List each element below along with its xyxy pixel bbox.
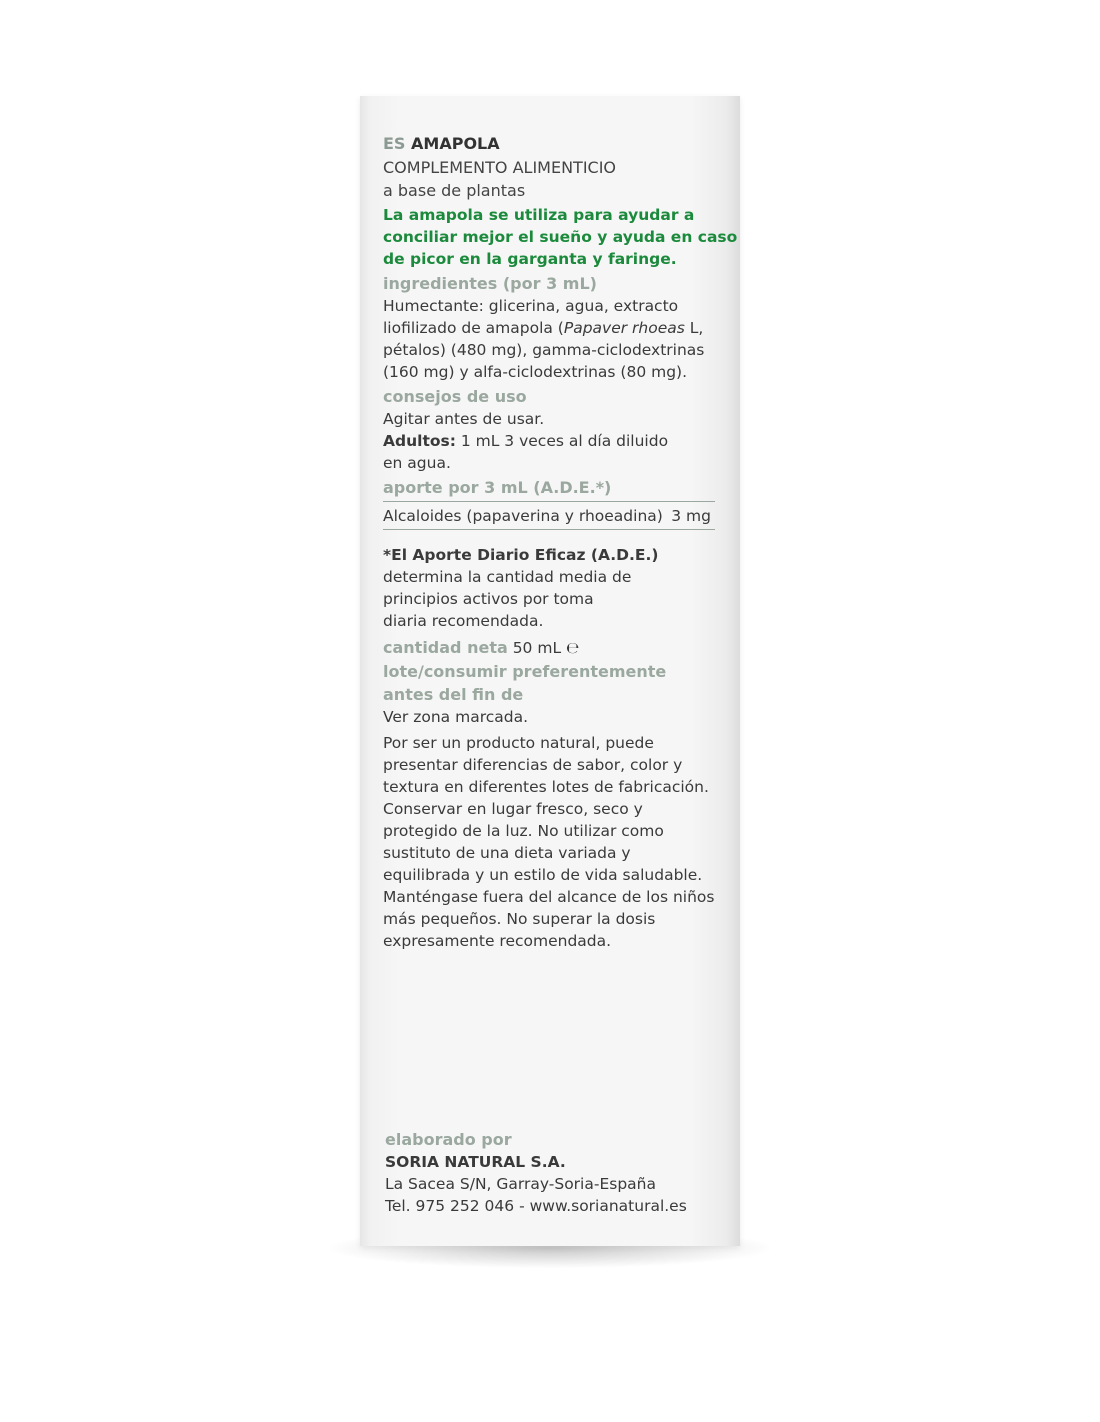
usage-text [383, 408, 723, 474]
batch-text: Ver zona marcada. [383, 708, 529, 726]
usage-heading: consejos de uso [383, 387, 527, 406]
ingredients-heading: ingredientes (por 3 mL) [383, 274, 597, 293]
label-content [383, 132, 738, 952]
warning-line: sustituto de una dieta variada y [383, 844, 631, 862]
contribution-heading: aporte por 3 mL (A.D.E.*) [383, 478, 612, 497]
table-row [383, 502, 711, 529]
category-line-2: a base de plantas [383, 181, 526, 200]
adults-label: Adultos: [383, 432, 456, 450]
claim-text [383, 204, 738, 270]
warning-line: expresamente recomendada. [383, 932, 612, 950]
ingredients-line: pétalos) (480 mg), gamma-ciclodextrinas [383, 341, 705, 359]
product-title [383, 132, 723, 156]
table-cell-amount: 3 mg [671, 507, 711, 525]
maker-address: La Sacea S/N, Garray-Soria-España [385, 1175, 656, 1193]
ade-note-title: *El Aporte Diario Eficaz (A.D.E.) [383, 546, 659, 564]
table-bottom-rule [383, 529, 715, 530]
batch-heading-line-2: antes del fin de [383, 685, 524, 704]
warning-line: textura en diferentes lotes de fabricación. [383, 778, 709, 796]
claim-line: La amapola se utiliza para ayudar a [383, 206, 695, 224]
ade-note-line: diaria recomendada. [383, 612, 544, 630]
table-cell-name: Alcaloides (papaverina y rhoeadina) [383, 507, 663, 525]
net-quantity [383, 636, 723, 660]
latin-name: Papaver rhoeas [563, 319, 685, 337]
net-quantity-value: 50 mL ℮ [507, 639, 580, 657]
manufacturer-block [385, 1128, 687, 1217]
warning-line: presentar diferencias de sabor, color y [383, 756, 683, 774]
warnings-text [383, 732, 723, 952]
batch-heading-line-1: lote/consumir preferentemente [383, 662, 667, 681]
ingredients-line: Humectante: glicerina, agua, extracto [383, 297, 679, 315]
language-code: ES [383, 134, 406, 153]
warning-line: más pequeños. No superar la dosis [383, 910, 656, 928]
ade-note-line: principios activos por toma [383, 590, 594, 608]
category-line-1: COMPLEMENTO ALIMENTICIO [383, 158, 617, 177]
product-box-side-panel [360, 96, 740, 1246]
claim-line: de picor en la garganta y faringe. [383, 250, 677, 268]
usage-adults: Adultos: 1 mL 3 veces al día diluido [383, 432, 669, 450]
ingredients-line: (160 mg) y alfa-ciclodextrinas (80 mg). [383, 363, 688, 381]
maker-contact: Tel. 975 252 046 - www.sorianatural.es [385, 1197, 687, 1215]
warning-line: Conservar en lugar fresco, seco y [383, 800, 643, 818]
ade-note [383, 544, 723, 632]
warning-line: Manténgase fuera del alcance de los niños [383, 888, 715, 906]
warning-line: Por ser un producto natural, puede [383, 734, 654, 752]
product-name: AMAPOLA [411, 134, 500, 153]
net-quantity-label: cantidad neta [383, 638, 508, 657]
claim-line: conciliar mejor el sueño y ayuda en caso [383, 228, 738, 246]
usage-line: Agitar antes de usar. [383, 410, 545, 428]
maker-heading: elaborado por [385, 1130, 512, 1149]
ade-note-line: determina la cantidad media de [383, 568, 632, 586]
ingredients-line: liofilizado de amapola (Papaver rhoeas L, [383, 319, 704, 337]
ingredients-text [383, 295, 723, 383]
warning-line: equilibrada y un estilo de vida saludable. [383, 866, 703, 884]
maker-company: SORIA NATURAL S.A. [385, 1153, 566, 1171]
usage-line: en agua. [383, 454, 451, 472]
warning-line: protegido de la luz. No utilizar como [383, 822, 664, 840]
